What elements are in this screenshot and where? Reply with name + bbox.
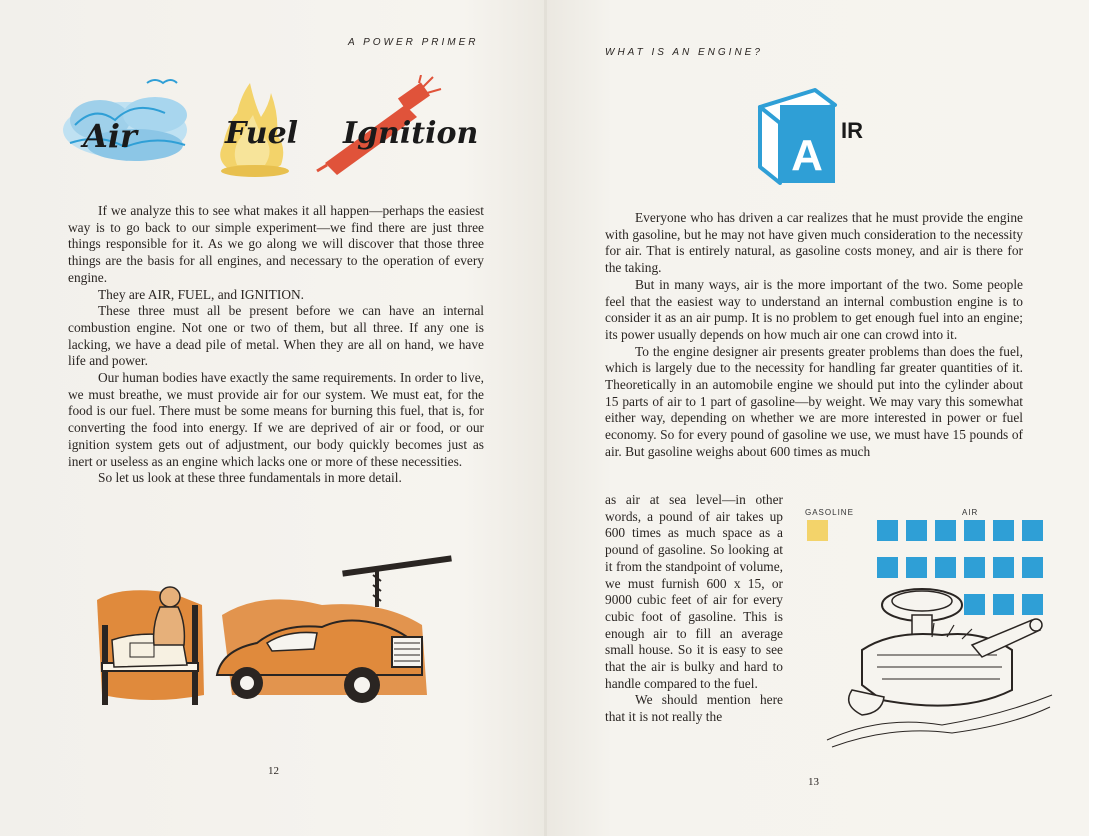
right-wrap-text	[605, 492, 783, 726]
paragraph: We should mention here that it is not really the	[605, 692, 783, 725]
paragraph: as air at sea level—in other words, a pound of air takes up 600 times as much space as a pound of gasoline. So looking at it from the standpoint of volume, we must furnish 600 x 15, or 9000 cubic feet of air for every cubic foot of gasoline. This is enough air to fill an average small house. So it is easy to see that the air is bulky and hard to handle compared to the fuel.	[605, 492, 783, 691]
paragraph: So let us look at these three fundamentals in more detail.	[98, 470, 402, 486]
air-label: AIR	[962, 508, 979, 517]
page-number-left: 12	[268, 765, 279, 777]
ignition-script-word: Ignition	[343, 116, 479, 151]
running-head-right: WHAT IS AN ENGINE?	[605, 47, 763, 58]
paragraph: If we analyze this to see what makes it all happen—perhaps the easiest way is to go back to our simple experiment—we find there are just three things responsible for it. As we go along we will discover that those three things are the basis for all engines, and necessary to the operation of every engine.	[68, 203, 484, 285]
paragraph: These three must all be present before we can have an internal combustion engine. Not one or two of them, but all three. If any one is lacking, we have a dead pile of metal. When they are all on hand, we have life and power.	[68, 303, 484, 369]
running-head-left: A POWER PRIMER	[348, 37, 479, 48]
paragraph: But in many ways, air is the more important of the two. Some people feel that the easiest way to understand an internal combustion engine is to consider it as an air pump. It is no problem to get enough fuel into an engine; its power usually depends on how much air one can crowd into it.	[605, 276, 1023, 342]
bed-and-car-illustration	[92, 545, 462, 720]
paragraph: They are AIR, FUEL, and IGNITION.	[98, 286, 305, 302]
gasoline-label: GASOLINE	[805, 508, 854, 517]
paragraph: Our human bodies have exactly the same requirements. In order to live, we must breathe, we must provide air for our system. We must eat, for the food is our fuel. There must be some means for burning this fuel, that is, for converting the food into energy. If we are deprived of air or food, or our ignition system gets out of adjustment, our body quickly becomes just as inert or useless as an engine which lacks one or more of these necessities.	[68, 370, 484, 469]
air-block-letter: A	[791, 131, 823, 180]
air-unit	[993, 520, 1014, 541]
right-page	[547, 0, 1089, 836]
right-body-text	[605, 210, 1023, 461]
air-unit	[1022, 520, 1043, 541]
left-page	[0, 0, 545, 836]
engine-illustration	[822, 575, 1057, 755]
air-unit	[906, 520, 927, 541]
air-unit	[964, 520, 985, 541]
page-number-right: 13	[808, 776, 819, 788]
air-unit	[877, 520, 898, 541]
paragraph: To the engine designer air presents greater problems than does the fuel, which is largely due to the necessity for handling far greater quantities of it. Theoretically in an automobile engine we should put into the cylinder about 15 parts of air to 1 part of gasoline—by weight. We may vary this somewhat either way, depending on whether we are more interested in power or fuel economy. So for every pound of gasoline we use, we must have 15 pounds of air. But gasoline weighs about 600 times as much	[605, 343, 1023, 459]
air-script-word: Air	[83, 117, 137, 155]
air-fuel-ignition-header	[55, 75, 495, 180]
page-edge	[1089, 0, 1097, 836]
paragraph: Everyone who has driven a car realizes that he must provide the engine with gasoline, but he may not have given much consideration to the necessity for air. That is entirely natural, as gasoline costs money, and air is there for the taking.	[605, 210, 1023, 276]
air-block-suffix: IR	[841, 118, 863, 143]
fuel-script-word: Fuel	[225, 116, 299, 151]
air-block-icon	[755, 85, 880, 190]
left-body-text	[68, 203, 484, 487]
gasoline-unit	[807, 520, 828, 541]
air-unit	[935, 520, 956, 541]
